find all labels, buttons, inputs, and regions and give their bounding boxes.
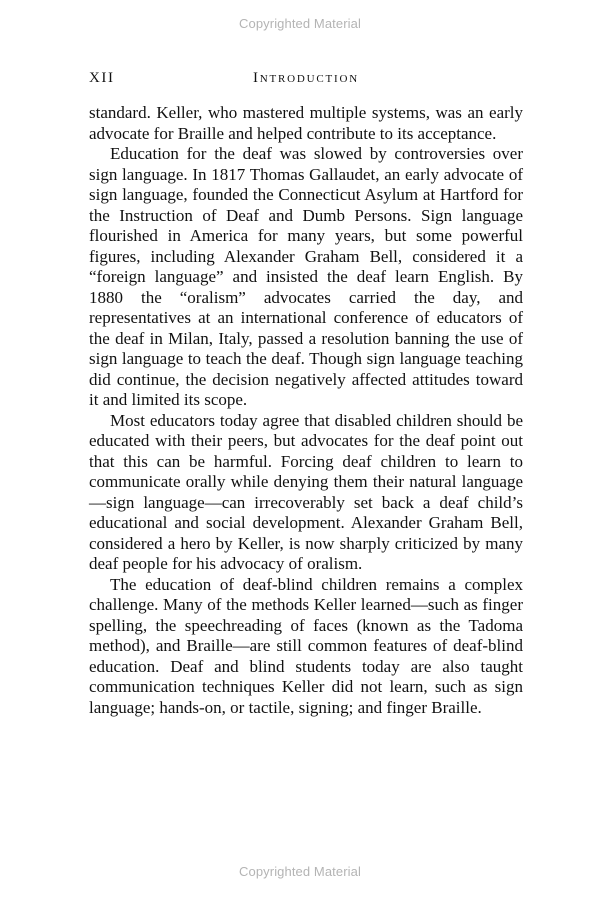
paragraph-deaf-blind-education: The education of deaf-blind children remains a complex challenge. Many of the methods Keller learned—such as finger spelling, the speechreading of faces (known as the Tadoma method), and Braille—are still common features of deaf-blind education. Deaf and blind students today are also taught communication techniques Keller did not learn, such as sign language; hands-on, or tactile, signing; and finger Braille. (89, 574, 523, 717)
page-number: XII (89, 70, 115, 86)
paragraph-modern-educators: Most educators today agree that disabled children should be educated with their peers, but advocates for the deaf point out that this can be harmful. Forcing deaf children to learn to communicate orally while denying them their natural language—sign language—can irrecoverably set back a deaf child’s educational and social development. Alexander Graham Bell, considered a hero by Keller, is now sharply criticized by many deaf people for his advocacy of oralism. (89, 410, 523, 573)
section-title: Introduction (252, 70, 360, 86)
running-head (89, 70, 523, 92)
body-text (89, 103, 523, 718)
paragraph-sign-language-history: Education for the deaf was slowed by controversies over sign language. In 1817 Thomas Gallaudet, an early advocate of sign language, founded the Connecticut Asylum at Hartford for the Instruction of Deaf and Dumb Persons. Sign language flourished in America for many years, but some powerful figures, including Alexander Graham Bell, considered it a “foreign language” and insisted the deaf learn English. By 1880 the “oralism” advocates carried the day, and representatives at an international conference of educators of the deaf in Milan, Italy, passed a resolution banning the use of sign language to teach the deaf. Though sign language teaching did continue, the decision negatively affected attitudes toward it and limited its scope. (89, 144, 523, 409)
paragraph-continuation: standard. Keller, who mastered multiple systems, was an early advocate for Braille and helped contribute to its acceptance. (89, 103, 523, 143)
watermark-top: Copyrighted Material (239, 16, 361, 31)
watermark-bottom: Copyrighted Material (239, 864, 361, 879)
